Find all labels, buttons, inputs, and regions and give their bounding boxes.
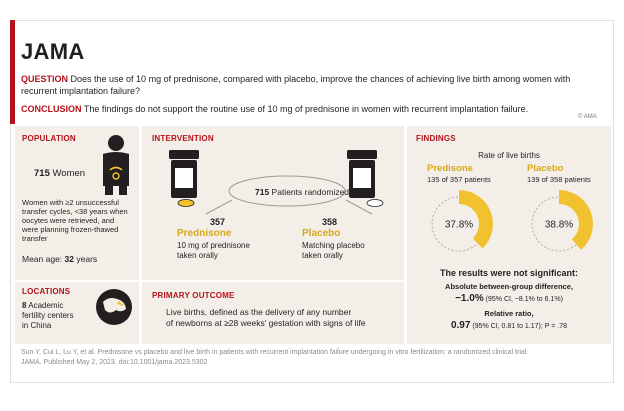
prednisone-arm-name: Prednisone: [177, 228, 232, 239]
placebo-arm-desc-line2: taken orally: [302, 251, 343, 260]
placebo-arm-desc: [302, 241, 365, 261]
citation-line1: Sun Y, Cui L, Lu Y, et al. Prednisone vs placebo and live birth in patients with recurrent implantation failure undergoing in vitro fertilization: a randomized clinical trial.: [21, 349, 529, 356]
prednisone-bottle-icon: [166, 150, 202, 210]
relative-ratio-line: [407, 320, 611, 332]
intervention-panel: [142, 126, 404, 280]
question-label: QUESTION: [21, 74, 69, 84]
placebo-bottle-icon: [344, 150, 388, 210]
findings-panel: [407, 126, 611, 344]
locations-text-line1: Academic: [26, 301, 64, 310]
mean-age-value: 32: [64, 254, 74, 264]
mean-age-unit: years: [74, 254, 98, 264]
locations-text-line2: fertility centers: [22, 311, 74, 320]
question-block: [21, 73, 601, 97]
mean-age-label: Mean age:: [22, 254, 65, 264]
placebo-arm-name: Placebo: [302, 228, 341, 239]
randomized-label: Patients randomized: [269, 187, 350, 197]
relative-ratio-label: Relative ratio,: [484, 309, 534, 318]
abs-diff-line: [407, 293, 611, 305]
conclusion-text: The findings do not support the routine use of 10 mg of prednisone in women with recurrent implantation failure.: [81, 104, 529, 114]
randomized-line: [255, 187, 349, 197]
prednisone-arm-desc-line1: 10 mg of prednisone: [177, 241, 250, 250]
population-panel: [15, 126, 139, 280]
group-placebo-name: Placebo: [527, 163, 564, 174]
arrow-left: [200, 198, 234, 218]
locations-panel: [15, 282, 139, 344]
citation: [21, 348, 609, 368]
locations-text-line3: in China: [22, 321, 52, 330]
abs-diff-ci: (95% CI, −8.1% to 6.1%): [483, 296, 563, 303]
primary-outcome-text: [166, 307, 366, 329]
mean-age-line: [22, 255, 97, 264]
population-count-label: Women: [49, 168, 86, 179]
population-count-line: [34, 168, 85, 179]
woman-icon: [97, 134, 135, 196]
locations-heading: LOCATIONS: [22, 287, 71, 296]
globe-icon: [95, 288, 133, 326]
placebo-arm-desc-line1: Matching placebo: [302, 241, 365, 250]
conclusion-block: [21, 103, 601, 115]
relative-ratio-ci: (95% CI, 0.81 to 1.17); P = .78: [470, 323, 568, 330]
citation-line2: JAMA. Published May 2, 2023. doi:10.1001/jama.2023.5302: [21, 359, 208, 366]
conclusion-label: CONCLUSION: [21, 104, 82, 114]
primary-outcome-line1: Live births, defined as the delivery of any number: [166, 307, 352, 317]
randomized-count: 715: [255, 187, 270, 197]
relative-ratio-value: 0.97: [450, 320, 471, 331]
live-birth-donuts: [407, 184, 611, 264]
group-placebo-detail: 139 of 358 patients: [527, 175, 591, 184]
prednisone-arm-count: 357: [210, 217, 226, 227]
donut-label-0: 37.8%: [444, 219, 474, 231]
population-description: Women with ≥2 unsuccessful transfer cycles, <38 years when oocytes were retrieved, and were planning frozen-thawed transfer: [22, 198, 128, 243]
population-count: 715: [34, 168, 50, 179]
primary-outcome-panel: [142, 282, 404, 344]
prednisone-arm-desc-line2: taken orally: [177, 251, 218, 260]
abs-diff-value: −1.0%: [455, 293, 484, 304]
primary-outcome-line2: of newborns at ≥28 weeks' gestation with signs of life: [166, 318, 366, 328]
placebo-arm-count: 358: [322, 217, 338, 227]
population-heading: POPULATION: [22, 134, 76, 143]
question-text: Does the use of 10 mg of prednisone, compared with placebo, improve the chances of achieving live birth among women with recurrent implantation failure?: [21, 74, 571, 96]
prednisone-arm-desc: [177, 241, 250, 261]
abs-diff-label: Absolute between-group difference,: [445, 282, 573, 291]
primary-outcome-heading: PRIMARY OUTCOME: [152, 291, 235, 300]
findings-heading: FINDINGS: [416, 134, 456, 143]
findings-subtitle: Rate of live births: [478, 151, 540, 160]
result-statement: The results were not significant:: [439, 268, 579, 278]
journal-logo: JAMA: [21, 39, 85, 64]
group-prednisone-detail: 135 of 357 patients: [427, 175, 491, 184]
copyright-text: © AMA: [578, 114, 597, 120]
intervention-heading: INTERVENTION: [152, 134, 214, 143]
locations-count: 8: [22, 301, 27, 310]
locations-text: [22, 301, 74, 331]
group-prednisone-name: Predisone: [427, 163, 473, 174]
header-accent-bar: [10, 20, 15, 124]
donut-label-1: 38.8%: [544, 219, 574, 231]
